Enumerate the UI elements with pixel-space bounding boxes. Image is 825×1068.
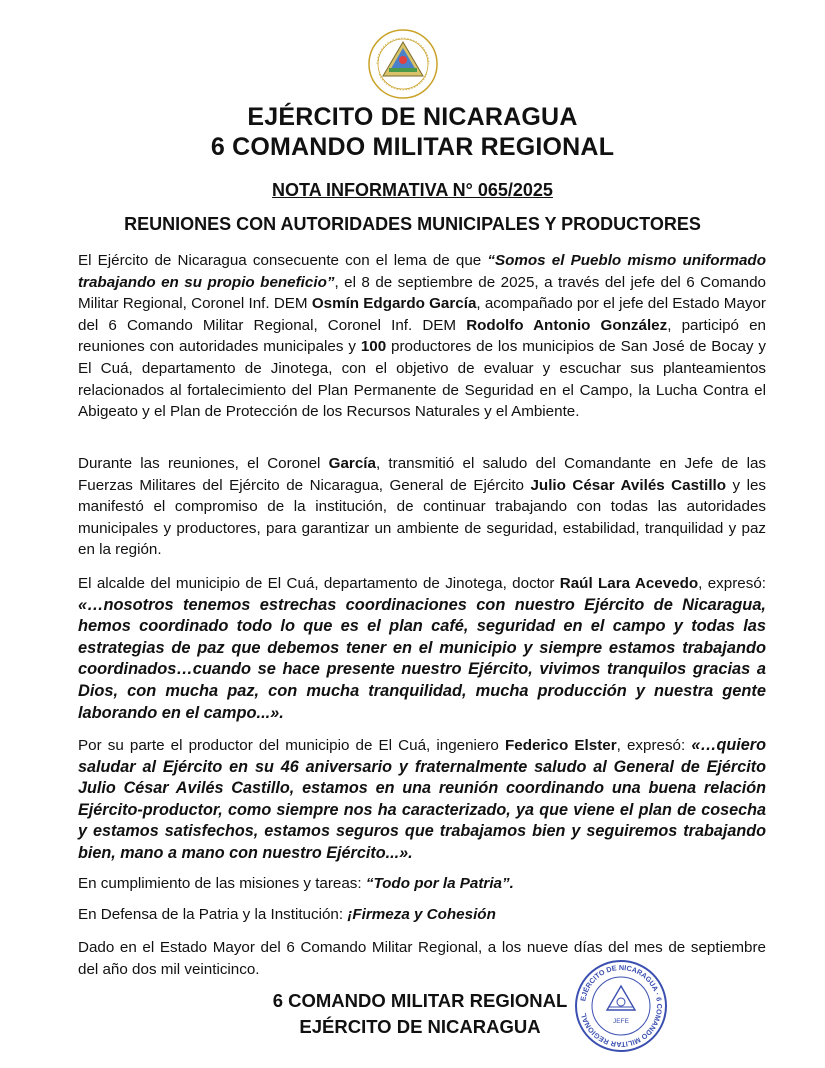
note-subject: REUNIONES CON AUTORIDADES MUNICIPALES Y PRODUCTORES (124, 214, 701, 234)
paragraph-2: Durante las reuniones, el Coronel García, transmitió el saludo del Comandante en Jefe de las Fuerzas Militares del Ejército de Nicaragua, General de Ejército Julio César Avilés Castillo y les manifestó el compromiso de la institución, de continuar trabajando con todas las autoridades municipales y productores, para garantizar un ambiente de seguridad, estabilidad, tranquilidad y paz en la región. (78, 455, 767, 559)
coat-of-arms-icon (367, 28, 439, 100)
paragraph-4: Por su parte el productor del municipio de El Cuá, ingeniero Federico Elster, expresó: «…quiero saludar al Ejército en su 46 aniversario y fraternalmente saludo al General de Ejército Julio César Avilés Castillo, estamos en una reunión coordinando una buena relación Ejército-productor, como siempre nos ha caracterizado, ya que viene el plan de cosecha y estamos satisfechos, estamos seguros que trabajamos bien y seguiremos trabajando bien, mano a mano con nuestro Ejército...». (78, 736, 766, 862)
stamp-center-text: JEFE (613, 1018, 629, 1025)
stamp-ring-text: EJÉRCITO DE NICARAGUA · 6 COMANDO MILITAR REGIONAL (578, 962, 665, 1050)
official-stamp-icon (573, 958, 669, 1054)
paragraph-7: Dado en el Estado Mayor del 6 Comando Militar Regional, a los nueve días del mes de septiembre del año dos mil veinticinco. (78, 939, 766, 978)
paragraph-1: El Ejército de Nicaragua consecuente con el lema de que “Somos el Pueblo mismo uniformado trabajando en su propio beneficio”, el 8 de septiembre de 2025, a través del jefe del 6 Comando Militar Regional, Coronel Inf. DEM Osmín Edgardo García, acompañado por el jefe del Estado Mayor del 6 Comando Militar Regional, Coronel Inf. DEM Rodolfo Antonio González, participó en reuniones con autoridades municipales y 100 productores de los municipios de San José de Bocay y El Cuá, departamento de Jinotega, con el objetivo de evaluar y escuchar sus planteamientos relacionados al fortalecimiento del Plan Permanente de Seguridad en el Campo, la Lucha Contra el Abigeato y el Plan de Protección de los Recursos Naturales y el Ambiente. (78, 252, 767, 421)
paragraph-3: El alcalde del municipio de El Cuá, departamento de Jinotega, doctor Raúl Lara Acevedo, expresó: «…nosotros tenemos estrechas coordinaciones con nuestro Ejército de Nicaragua, hemos coordinado todo lo que es el plan café, seguridad en el campo y todas las estrategias de paz que debemos tener en el municipio y siempre estamos trabajando coordinados…cuando se hace presente nuestro Ejército, vivimos tranquilos gracias a Dios, con mucha paz, con mucha tranquilidad, mucha producción y nuestra gente laborando en el campo...». (78, 575, 766, 722)
command-title: 6 COMANDO MILITAR REGIONAL (210, 133, 615, 161)
signature-line-1: 6 COMANDO MILITAR REGIONAL (272, 990, 568, 1011)
paragraph-6: En Defensa de la Patria y la Institución: ¡Firmeza y Cohesión (78, 906, 496, 923)
paragraph-5: En cumplimiento de las misiones y tareas: “Todo por la Patria”. (78, 875, 514, 892)
signature-line-2: EJÉRCITO DE NICARAGUA (299, 1016, 541, 1037)
institution-title: EJÉRCITO DE NICARAGUA (247, 103, 578, 131)
note-number: NOTA INFORMATIVA N° 065/2025 (272, 180, 553, 200)
